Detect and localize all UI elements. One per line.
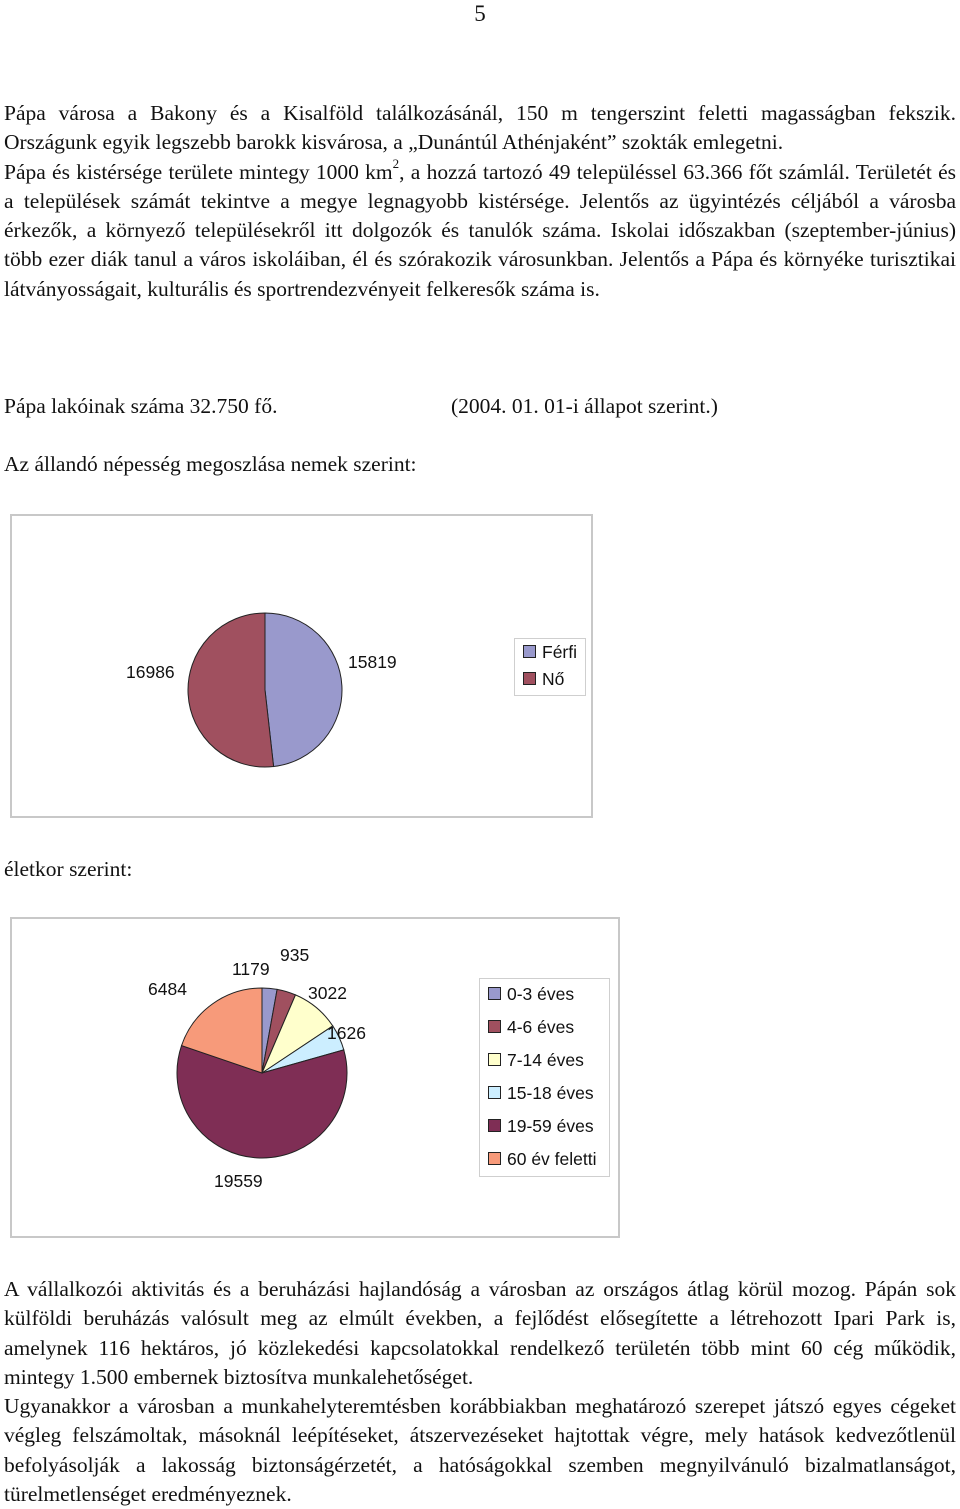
legend-swatch-7-14: [488, 1053, 501, 1066]
legend-item-4-6: [488, 1017, 574, 1038]
legend-label-ferfi: Férfi: [542, 642, 577, 662]
gender-chart-heading: Az állandó népesség megoszlása nemek szerint:: [4, 452, 417, 476]
gender-data-label-0: 15819: [348, 652, 397, 672]
legend-label-7-14: 7-14 éves: [507, 1050, 584, 1070]
legend-swatch-15-18: [488, 1086, 501, 1099]
intro-p2-post: , a hozzá tartozó 49 településsel 63.366 főt számlál. Területét és a települések számát tekintve a megye legnagyobb kistérsége. Jelentős az ügyintézés céljából a városba érkezők, a környező településekről itt dolgozók és tanulók száma. Iskolai időszakban (szeptember-június) több ezer diák tanul a város iskoláiban, él és szórakozik városunkban. Jelentős a Pápa és környéke turisztikai látványosságait, kulturális és sportrendezvényeit felkeresők száma is.: [4, 159, 956, 301]
intro-p2-sup: 2: [392, 156, 400, 172]
closing-paragraph-2: Ugyanakkor a városban a munkahelyteremtésben korábbiakban meghatározó szerepet játszó egyes cégeket végleg felszámoltak, másoknál leépítéseket, átszervezéseket hajtottak végre, mely hatások kedvezőtlenül befolyásolják a lakosság biztonságérzetét, a hatóságokkal szemben megnyilvánuló bizalmatlanságot, türelmetlenséget eredményeznek.: [4, 1394, 956, 1507]
legend-swatch-4-6: [488, 1020, 501, 1033]
legend-swatch-no: [523, 672, 536, 685]
age-data-label-3: 1626: [327, 1023, 366, 1043]
gender-legend: [514, 638, 586, 696]
age-data-label-2: 3022: [308, 983, 347, 1003]
page-number: 5: [474, 1, 486, 26]
age-chart: [10, 917, 620, 1238]
legend-label-60-plus: 60 év feletti: [507, 1149, 597, 1169]
legend-label-15-18: 15-18 éves: [507, 1083, 594, 1103]
intro-p2-pre: Pápa és kistérsége területe mintegy 1000 km: [4, 159, 393, 184]
age-data-label-0: 935: [280, 945, 310, 965]
gender-chart: [10, 514, 593, 818]
legend-swatch-60-plus: [488, 1152, 501, 1165]
gender-slice-1: [188, 613, 274, 767]
legend-item-no: [523, 669, 564, 690]
legend-label-4-6: 4-6 éves: [507, 1017, 575, 1037]
age-data-label-5: 6484: [148, 979, 187, 999]
legend-item-7-14: [488, 1050, 584, 1071]
legend-swatch-0-3: [488, 987, 501, 1000]
intro-text: [4, 99, 956, 304]
intro-paragraph-1: Pápa városa a Bakony és a Kisalföld találkozásánál, 150 m tengerszint feletti magasságban fekszik. Országunk egyik legszebb barokk kisvárosa, a „Dunántúl Athénjaként” szokták emlegetni.: [4, 101, 956, 155]
age-data-label-1: 1179: [232, 959, 270, 979]
age-chart-heading: életkor szerint:: [4, 857, 133, 881]
legend-label-19-59: 19-59 éves: [507, 1116, 594, 1136]
age-legend: [479, 978, 610, 1177]
legend-swatch-19-59: [488, 1119, 501, 1132]
legend-item-60-plus: [488, 1149, 597, 1170]
gender-slice-0: [265, 613, 342, 767]
gender-pie-svg: [12, 516, 591, 816]
legend-swatch-ferfi: [523, 645, 536, 658]
population-text: Pápa lakóinak száma 32.750 fő.: [4, 394, 278, 418]
population-date-note: (2004. 01. 01-i állapot szerint.): [451, 394, 718, 418]
legend-item-ferfi: [523, 642, 577, 663]
gender-data-label-1: 16986: [126, 662, 175, 682]
legend-label-0-3: 0-3 éves: [507, 984, 575, 1004]
legend-label-no: Nő: [542, 669, 565, 689]
closing-paragraph-1: A vállalkozói aktivitás és a beruházási hajlandóság a városban az országos átlag körül mozog. Pápán sok külföldi beruházás valósult meg az elmúlt években, a fejlődést elősegítette a létrehozott Ipari Park is, amelynek 116 hektáros, jó közlekedési kapcsolatokkal rendelkező területén több mint 60 cég működik, mintegy 1.500 embernek biztosítva munkalehetőséget.: [4, 1277, 956, 1389]
legend-item-0-3: [488, 984, 574, 1005]
legend-item-19-59: [488, 1116, 594, 1137]
closing-text: [4, 1275, 956, 1509]
legend-item-15-18: [488, 1083, 594, 1104]
intro-paragraph-2: [4, 158, 956, 304]
age-data-label-4: 19559: [214, 1171, 263, 1191]
